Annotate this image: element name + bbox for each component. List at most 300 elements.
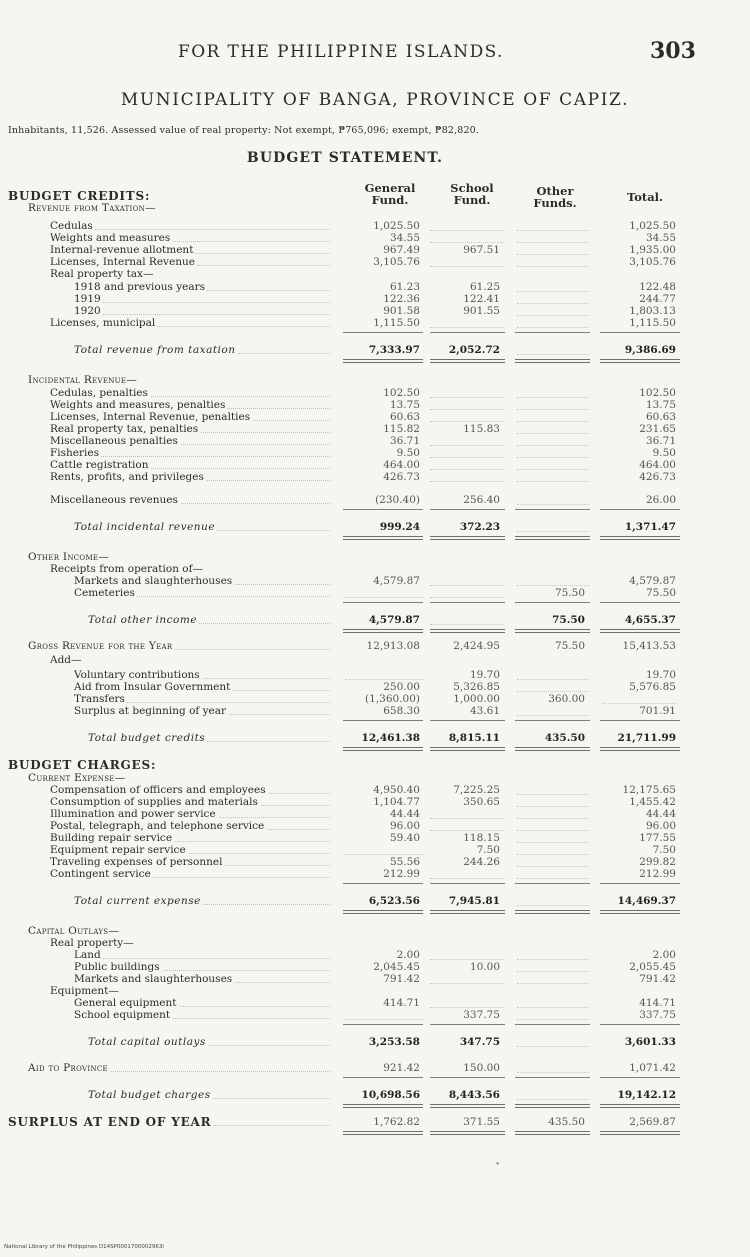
empty-cell: [517, 866, 589, 867]
row-label-text: Total current expense: [74, 895, 201, 907]
sum-rule: [515, 883, 590, 884]
cell-total: 414.71: [639, 997, 676, 1009]
empty-cell: [517, 818, 589, 819]
cell-total: 96.00: [645, 820, 676, 832]
empty-cell: [517, 327, 589, 328]
empty-cell: [517, 1019, 589, 1020]
table-row: [0, 305, 750, 317]
column-header-line: General: [364, 181, 416, 195]
cell-school: 347.75: [459, 1036, 500, 1048]
table-row: [0, 281, 750, 293]
cell-general: 9.50: [396, 447, 420, 459]
budget-statement-title: BUDGET STATEMENT.: [246, 150, 444, 166]
table-row: [0, 949, 750, 961]
cell-total: 7.50: [652, 844, 676, 856]
row-label: [50, 459, 330, 471]
row-label: [50, 985, 330, 997]
cell-total: 4,579.87: [629, 575, 676, 587]
empty-cell: [602, 703, 677, 704]
table-row: [0, 868, 750, 880]
cell-general: 426.73: [383, 471, 420, 483]
sum-rule: [430, 1024, 505, 1025]
empty-cell: [430, 327, 504, 328]
row-label-text: Total revenue from taxation: [74, 344, 236, 356]
row-label-text: Miscellaneous revenues: [50, 494, 178, 506]
table-row: [0, 832, 750, 844]
table-row: [0, 784, 750, 796]
cell-general: 1,115.50: [373, 317, 420, 329]
total-double-rule: [515, 359, 590, 363]
empty-cell: [430, 959, 504, 960]
cell-total: 3,105.76: [629, 256, 676, 268]
table-row: [0, 447, 750, 459]
cell-general: 3,105.76: [373, 256, 420, 268]
row-label: [28, 374, 330, 386]
row-label-text: Real property tax—: [50, 268, 154, 280]
row-label-text: Other Income—: [28, 551, 110, 563]
cell-total: 5,576.85: [629, 681, 676, 693]
cell-other: 360.00: [548, 693, 585, 705]
empty-cell: [517, 291, 589, 292]
sum-rule: [430, 332, 505, 333]
total-double-rule: [430, 1104, 505, 1108]
table-row: [0, 317, 750, 329]
sum-rule: [515, 1024, 590, 1025]
cell-school: 337.75: [463, 1009, 500, 1021]
empty-cell: [517, 679, 589, 680]
row-label-text: Licenses, municipal: [50, 317, 156, 329]
cell-total: 2.00: [652, 949, 676, 961]
cell-school: 115.83: [463, 423, 500, 435]
row-label: [74, 281, 330, 293]
row-label: [28, 1062, 330, 1074]
row-label: [74, 305, 330, 317]
empty-cell: [517, 691, 589, 692]
row-label: [50, 820, 330, 832]
total-double-rule: [343, 747, 423, 751]
row-label-text: 1920: [74, 305, 101, 317]
cell-general: 4,950.40: [373, 784, 420, 796]
cell-general: 60.63: [389, 411, 420, 423]
empty-cell: [517, 878, 589, 879]
cell-total: 1,803.13: [629, 305, 676, 317]
empty-cell: [517, 409, 589, 410]
cell-other: 75.50: [554, 587, 585, 599]
cell-general: 96.00: [389, 820, 420, 832]
sum-rule: [343, 883, 423, 884]
cell-school: 150.00: [463, 1062, 500, 1074]
table-row: [0, 654, 750, 666]
total-double-rule: [343, 536, 423, 540]
row-label: [74, 705, 330, 717]
table-row: [0, 925, 750, 937]
cell-general: 212.99: [383, 868, 420, 880]
total-double-rule: [430, 747, 505, 751]
empty-cell: [517, 303, 589, 304]
empty-cell: [517, 421, 589, 422]
cell-general: 1,762.82: [373, 1116, 420, 1128]
row-label: [50, 868, 330, 880]
cell-general: (230.40): [375, 494, 420, 506]
row-label: [50, 399, 330, 411]
row-label: [50, 832, 330, 844]
cell-total: 464.00: [639, 459, 676, 471]
cell-school: 244.26: [463, 856, 500, 868]
population-assessment-line: Inhabitants, 11,526. Assessed value of real property: Not exempt, ₱765,096; exempt, ₱82,820.: [8, 125, 480, 136]
cell-general: 901.58: [383, 305, 420, 317]
table-row: [0, 1062, 750, 1074]
table-row: [0, 387, 750, 399]
sum-rule: [600, 509, 680, 510]
cell-total: 26.00: [645, 494, 676, 506]
row-label-text: Licenses, Internal Revenue: [50, 256, 195, 268]
empty-cell: [430, 457, 504, 458]
empty-cell: [517, 315, 589, 316]
table-row: [0, 1116, 750, 1128]
total-double-rule: [430, 910, 505, 914]
cell-total: 299.82: [639, 856, 676, 868]
total-double-rule: [343, 359, 423, 363]
table-row: [0, 759, 750, 771]
cell-total: 1,371.47: [624, 521, 676, 533]
cell-general: 967.49: [383, 244, 420, 256]
cell-general: (1,360.00): [365, 693, 420, 705]
cell-general: 658.30: [383, 705, 420, 717]
running-title: FOR THE PHILIPPINE ISLANDS.: [178, 42, 504, 62]
cell-general: 2.00: [396, 949, 420, 961]
sum-rule: [430, 1077, 505, 1078]
row-label: [74, 575, 330, 587]
table-row: [0, 202, 750, 214]
row-label-text: Traveling expenses of personnel: [50, 856, 223, 868]
row-label-text: Internal-revenue allotment: [50, 244, 194, 256]
empty-cell: [517, 230, 589, 231]
cell-school: 7,945.81: [448, 895, 500, 907]
table-row: [0, 844, 750, 856]
empty-cell: [517, 983, 589, 984]
cell-total: 34.55: [645, 232, 676, 244]
table-row: [0, 232, 750, 244]
table-row: [0, 669, 750, 681]
sum-rule: [600, 883, 680, 884]
cell-total: 15,413.53: [622, 640, 676, 652]
table-row: [0, 220, 750, 232]
row-label: [74, 895, 330, 907]
sum-rule: [343, 720, 423, 721]
row-label-text: Illumination and power service: [50, 808, 216, 820]
row-label: [28, 640, 330, 652]
table-row: [0, 587, 750, 599]
cell-total: 3,601.33: [624, 1036, 676, 1048]
total-double-rule: [515, 910, 590, 914]
empty-cell: [517, 397, 589, 398]
cell-general: 102.50: [383, 387, 420, 399]
cell-general: 36.71: [389, 435, 420, 447]
row-label: [88, 614, 330, 626]
cell-school: 2,052.72: [448, 344, 500, 356]
empty-cell: [517, 842, 589, 843]
row-label: [88, 1089, 330, 1101]
row-label-text: Add—: [50, 654, 82, 666]
table-row: [0, 268, 750, 280]
empty-cell: [517, 242, 589, 243]
table-row: [0, 961, 750, 973]
empty-cell: [517, 959, 589, 960]
row-label: [74, 669, 330, 681]
cell-general: 414.71: [383, 997, 420, 1009]
sum-rule: [343, 332, 423, 333]
empty-cell: [430, 585, 504, 586]
table-row: [0, 1009, 750, 1021]
row-label-text: Transfers: [74, 693, 125, 705]
empty-cell: [430, 421, 504, 422]
cell-general: 115.82: [383, 423, 420, 435]
row-label: [50, 471, 330, 483]
empty-cell: [430, 481, 504, 482]
total-double-rule: [343, 910, 423, 914]
total-double-rule: [600, 910, 680, 914]
row-label: [50, 937, 330, 949]
sum-rule: [600, 602, 680, 603]
cell-school: 118.15: [463, 832, 500, 844]
row-label-text: Aid from Insular Government: [74, 681, 231, 693]
cell-total: 701.91: [639, 705, 676, 717]
municipality-heading: MUNICIPALITY OF BANGA, PROVINCE OF CAPIZ.: [120, 90, 630, 110]
total-double-rule: [430, 359, 505, 363]
table-row: [0, 293, 750, 305]
row-label-text: Weights and measures: [50, 232, 171, 244]
cell-general: 1,104.77: [373, 796, 420, 808]
total-double-rule: [343, 1131, 423, 1135]
row-label-text: Aid to Province: [28, 1062, 108, 1074]
sum-rule: [343, 509, 423, 510]
total-double-rule: [430, 536, 505, 540]
row-label: [50, 423, 330, 435]
row-label: [74, 693, 330, 705]
cell-total: 1,455.42: [629, 796, 676, 808]
cell-total: 36.71: [645, 435, 676, 447]
sum-rule: [430, 602, 505, 603]
table-row: [0, 808, 750, 820]
cell-total: 19.70: [645, 669, 676, 681]
total-row: [0, 614, 750, 626]
cell-total: 1,071.42: [629, 1062, 676, 1074]
sum-rule: [600, 720, 680, 721]
empty-cell: [517, 469, 589, 470]
table-row: [0, 190, 750, 202]
row-label: [74, 681, 330, 693]
cell-school: 371.55: [463, 1116, 500, 1128]
row-label: [50, 563, 330, 575]
row-label-text: BUDGET CREDITS:: [8, 190, 151, 202]
row-label-text: Total budget charges: [88, 1089, 211, 1101]
row-label-text: Markets and slaughterhouses: [74, 973, 233, 985]
sum-rule: [515, 332, 590, 333]
cell-other: 75.50: [554, 640, 585, 652]
total-double-rule: [515, 747, 590, 751]
table-row: [0, 423, 750, 435]
cell-general: 1,025.50: [373, 220, 420, 232]
cell-total: 9,386.69: [624, 344, 676, 356]
row-label-text: Voluntary contributions: [74, 669, 200, 681]
cell-general: 791.42: [383, 973, 420, 985]
cell-general: 921.42: [383, 1062, 420, 1074]
cell-general: 61.23: [389, 281, 420, 293]
row-label: [74, 344, 330, 356]
row-label-text: Real property tax, penalties: [50, 423, 199, 435]
cell-total: 13.75: [645, 399, 676, 411]
empty-cell: [517, 481, 589, 482]
empty-cell: [430, 1007, 504, 1008]
empty-cell: [517, 830, 589, 831]
empty-cell: [517, 266, 589, 267]
empty-cell: [517, 354, 589, 355]
leader-dots: [74, 958, 330, 959]
cell-other: 75.50: [552, 614, 585, 626]
total-double-rule: [600, 629, 680, 633]
row-label-text: Incidental Revenue—: [28, 374, 138, 386]
cell-general: 464.00: [383, 459, 420, 471]
total-double-rule: [430, 1131, 505, 1135]
row-label: [8, 190, 330, 202]
empty-cell: [517, 971, 589, 972]
row-label: [50, 796, 330, 808]
cell-school: 8,815.11: [448, 732, 500, 744]
table-row: [0, 244, 750, 256]
sum-rule: [430, 509, 505, 510]
cell-general: 122.36: [383, 293, 420, 305]
row-label-text: 1918 and previous years: [74, 281, 206, 293]
cell-general: 55.56: [389, 856, 420, 868]
table-row: [0, 374, 750, 386]
row-label: [28, 772, 330, 784]
row-label-text: Fisheries: [50, 447, 99, 459]
table-row: [0, 256, 750, 268]
page-number: 303: [650, 38, 696, 64]
sum-rule: [343, 1077, 423, 1078]
cell-general: 2,045.45: [373, 961, 420, 973]
row-label-text: Contingent service: [50, 868, 151, 880]
cell-total: 60.63: [645, 411, 676, 423]
row-label: [50, 856, 330, 868]
row-label: [88, 732, 330, 744]
row-label-text: Total budget credits: [88, 732, 206, 744]
row-label: [74, 997, 330, 1009]
row-label-text: Cedulas, penalties: [50, 387, 148, 399]
row-label-text: 1919: [74, 293, 101, 305]
cell-general: 4,579.87: [368, 614, 420, 626]
cell-total: 212.99: [639, 868, 676, 880]
table-row: [0, 640, 750, 652]
total-double-rule: [600, 747, 680, 751]
empty-cell: [517, 457, 589, 458]
cell-other: 435.50: [544, 732, 585, 744]
cell-school: 7.50: [476, 844, 500, 856]
row-label: [74, 1009, 330, 1021]
cell-school: 8,443.56: [448, 1089, 500, 1101]
cell-school: 901.55: [463, 305, 500, 317]
column-header-line: Funds.: [533, 196, 577, 210]
cell-total: 14,469.37: [617, 895, 676, 907]
total-row: [0, 1089, 750, 1101]
cell-school: 43.61: [469, 705, 500, 717]
empty-cell: [430, 830, 504, 831]
row-label-text: Postal, telegraph, and telephone service: [50, 820, 265, 832]
table-row: [0, 856, 750, 868]
row-label: [50, 317, 330, 329]
sum-rule: [430, 883, 505, 884]
empty-cell: [517, 806, 589, 807]
total-double-rule: [430, 629, 505, 633]
leader-dots: [74, 314, 330, 315]
empty-cell: [517, 531, 589, 532]
row-label-text: School equipment: [74, 1009, 171, 1021]
row-label-text: Equipment—: [50, 985, 119, 997]
cell-total: 4,655.37: [624, 614, 676, 626]
table-row: [0, 399, 750, 411]
row-label: [74, 961, 330, 973]
row-label-text: SURPLUS AT END OF YEAR: [8, 1116, 212, 1128]
cell-general: 3,253.58: [368, 1036, 420, 1048]
empty-cell: [430, 266, 504, 267]
empty-cell: [517, 794, 589, 795]
table-row: [0, 681, 750, 693]
row-label-text: Revenue from Taxation—: [28, 202, 156, 214]
row-label-text: Total incidental revenue: [74, 521, 216, 533]
sum-rule: [515, 602, 590, 603]
empty-cell: [517, 1072, 589, 1073]
row-label-text: Real property—: [50, 937, 134, 949]
cell-total: 1,025.50: [629, 220, 676, 232]
table-row: [0, 820, 750, 832]
cell-school: 350.65: [463, 796, 500, 808]
cell-other: 435.50: [548, 1116, 585, 1128]
table-row: [0, 575, 750, 587]
sum-rule: [343, 602, 423, 603]
cell-school: 2,424.95: [453, 640, 500, 652]
scan-footer: National Library of the Philippines D14SP0001700002963l: [4, 1244, 164, 1250]
cell-school: 7,225.25: [453, 784, 500, 796]
cell-general: 4,579.87: [373, 575, 420, 587]
empty-cell: [517, 1046, 589, 1047]
row-label: [74, 587, 330, 599]
cell-total: 122.48: [639, 281, 676, 293]
total-double-rule: [515, 536, 590, 540]
row-label: [50, 268, 330, 280]
cell-general: 250.00: [383, 681, 420, 693]
cell-school: 5,326.85: [453, 681, 500, 693]
total-double-rule: [343, 1104, 423, 1108]
table-row: [0, 471, 750, 483]
cell-general: 13.75: [389, 399, 420, 411]
empty-cell: [517, 905, 589, 906]
total-row: [0, 1036, 750, 1048]
row-label: [50, 411, 330, 423]
sum-rule: [343, 1024, 423, 1025]
column-header-line: Fund.: [453, 193, 491, 207]
column-header-line: School: [450, 181, 494, 195]
row-label-text: Cedulas: [50, 220, 93, 232]
cell-school: 122.41: [463, 293, 500, 305]
total-double-rule: [600, 1104, 680, 1108]
row-label-text: Miscellaneous penalties: [50, 435, 178, 447]
sum-rule: [600, 1024, 680, 1025]
cell-total: 75.50: [645, 587, 676, 599]
column-header-line: Other: [536, 184, 574, 198]
total-row: [0, 732, 750, 744]
total-double-rule: [600, 1131, 680, 1135]
cell-school: 19.70: [469, 669, 500, 681]
